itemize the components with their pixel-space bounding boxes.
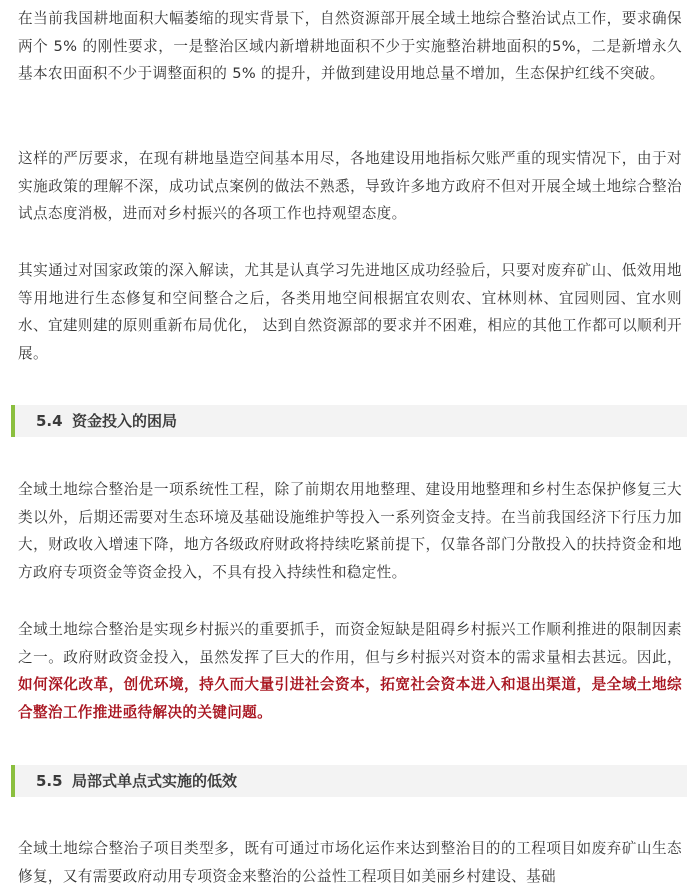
paragraph-policy-interpretation: 其实通过对国家政策的深入解读，尤其是认真学习先进地区成功经验后，只要对废弃矿山、低效用地等用地进行生态修复和空间整合之后，各类用地空间根据宜农则农、宜林则林、宜园则园、宜水则水、宜建则建的原则重新布局优化， 达到自然资源部的要求并不困难，相应的其他工作都可以顺利开展。 <box>18 262 682 362</box>
section-heading-5-4 <box>11 405 687 437</box>
highlighted-key-issue: 如何深化改革，创优环境，持久而大量引进社会资本，拓宽社会资本进入和退出渠道，是全域土地综合整治工作推进亟待解决的关键问题。 <box>18 676 682 721</box>
paragraph-capital-shortage <box>18 616 682 726</box>
section-heading-5-5 <box>11 765 687 797</box>
section-title: 资金投入的困局 <box>72 412 178 430</box>
paragraph-systemic-project: 全域土地综合整治是一项系统性工程，除了前期农用地整理、建设用地整理和乡村生态保护修复三大类以外，后期还需要对生态环境及基础设施维护等投入一系列资金支持。在当前我国经济下行压力加大，财政收入增速下降，地方各级政府财政将持续吃紧前提下，仅靠各部门分散投入的扶持资金和地方政府专项资金等资金投入，不具有投入持续性和稳定性。 <box>18 481 682 581</box>
paragraph-capital-shortage-text: 全域土地综合整治是实现乡村振兴的重要抓手，而资金短缺是阻碍乡村振兴工作顺利推进的限制因素之一。政府财政资金投入，虽然发挥了巨大的作用，但与乡村振兴对资本的需求量相去甚远。因此， <box>18 621 682 666</box>
paragraph-strict-requirements: 这样的严厉要求，在现有耕地垦造空间基本用尽，各地建设用地指标欠账严重的现实情况下，由于对实施政策的理解不深，成功试点案例的做法不熟悉，导致许多地方政府不但对开展全域土地综合整治试点态度消极，进而对乡村振兴的各项工作也持观望态度。 <box>18 150 682 222</box>
paragraph-subproject-types: 全域土地综合整治子项目类型多，既有可通过市场化运作来达到整治目的的工程项目如废弃矿山生态修复，又有需要政府动用专项资金来整治的公益性工程项目如美丽乡村建设、基础 <box>18 840 682 885</box>
paragraph-farmland-policy: 在当前我国耕地面积大幅萎缩的现实背景下，自然资源部开展全域土地综合整治试点工作，要求确保两个 5% 的刚性要求，一是整治区域内新增耕地面积不少于实施整治耕地面积的5%，二是新增永久基本农田面积不少于调整面积的 5% 的提升，并做到建设用地总量不增加，生态保护红线不突破。 <box>18 10 682 82</box>
section-title: 局部式单点式实施的低效 <box>72 772 238 790</box>
section-number: 5.5 <box>36 772 63 790</box>
section-number: 5.4 <box>36 412 63 430</box>
